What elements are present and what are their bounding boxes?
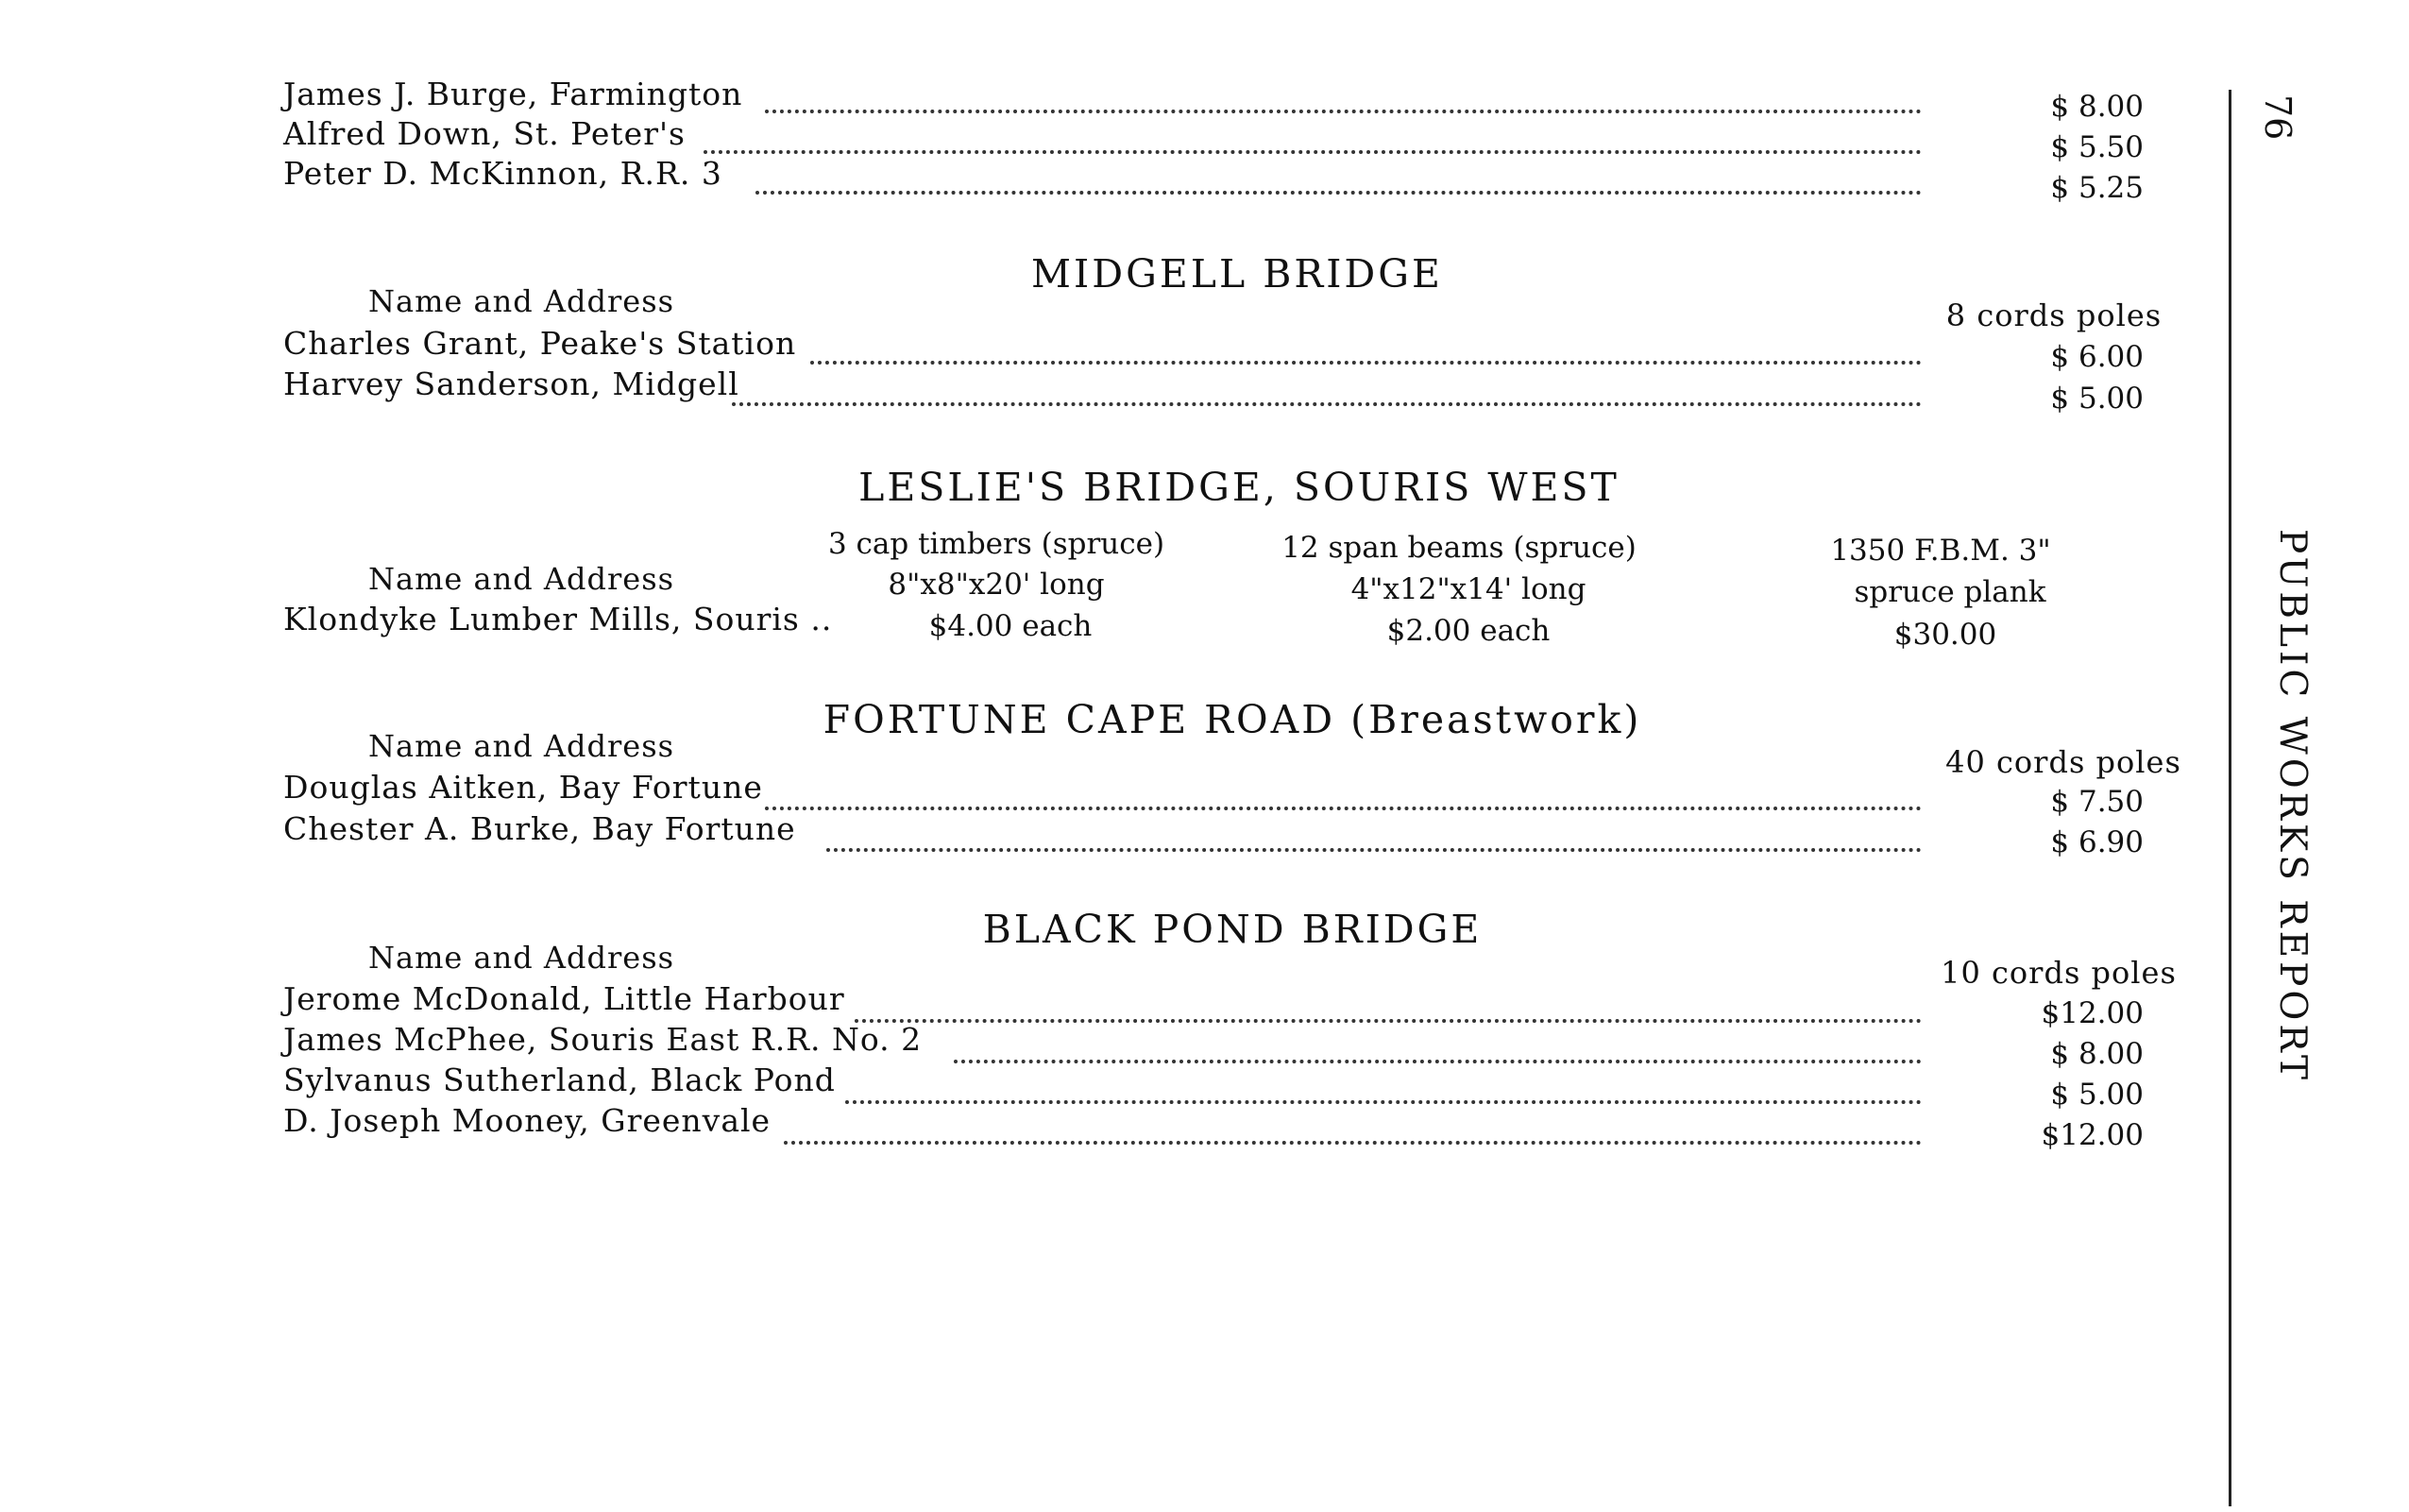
spec-price: $30.00 xyxy=(1893,618,1997,652)
unit-label: 10 cords poles xyxy=(1941,955,2177,991)
leader-dots xyxy=(765,106,1922,113)
section-heading: FORTUNE CAPE ROAD (Breastwork) xyxy=(823,697,1642,742)
entry-name: Chester A. Burke, Bay Fortune xyxy=(283,810,796,847)
unit-label: 40 cords poles xyxy=(1945,744,2181,780)
entry-amount: $ 5.25 xyxy=(2050,171,2144,205)
entry-name: Alfred Down, St. Peter's xyxy=(283,115,686,152)
spec-line: 12 span beams (spruce) xyxy=(1281,531,1637,565)
section-heading: MIDGELL BRIDGE xyxy=(1031,251,1443,297)
entry-name: Douglas Aitken, Bay Fortune xyxy=(283,769,763,806)
leader-dots xyxy=(855,1015,1922,1023)
margin-rule xyxy=(2229,90,2231,1506)
section-heading: LESLIE'S BRIDGE, SOURIS WEST xyxy=(858,465,1620,510)
leader-dots xyxy=(826,844,1922,852)
entry-name: Klondyke Lumber Mills, Souris .. xyxy=(283,601,833,637)
spec-line: 8"x8"x20' long xyxy=(888,568,1105,602)
entry-name: Charles Grant, Peake's Station xyxy=(283,325,797,362)
leader-dots xyxy=(784,1137,1922,1145)
entry-amount: $ 5.50 xyxy=(2050,130,2144,164)
entry-amount: $ 6.00 xyxy=(2050,340,2144,374)
spec-line: spruce plank xyxy=(1854,575,2046,609)
leader-dots xyxy=(704,146,1922,154)
entry-name: Sylvanus Sutherland, Black Pond xyxy=(283,1062,836,1098)
entry-amount: $ 8.00 xyxy=(2050,1037,2144,1071)
entry-name: James J. Burge, Farmington xyxy=(283,76,743,112)
entry-amount: $12.00 xyxy=(2041,996,2144,1030)
section-heading: BLACK POND BRIDGE xyxy=(982,907,1483,952)
entry-amount: $ 5.00 xyxy=(2050,1078,2144,1112)
entry-name: James McPhee, Souris East R.R. No. 2 xyxy=(283,1021,923,1058)
leader-dots xyxy=(954,1056,1922,1063)
entry-name: Peter D. McKinnon, R.R. 3 xyxy=(283,155,722,192)
page-number: 76 xyxy=(2257,94,2299,141)
leader-dots xyxy=(810,357,1922,365)
running-header: PUBLIC WORKS REPORT xyxy=(2271,529,2314,1084)
entry-name: Harvey Sanderson, Midgell xyxy=(283,365,739,402)
entry-amount: $ 6.90 xyxy=(2050,825,2144,859)
entry-amount: $ 8.00 xyxy=(2050,90,2144,124)
entry-name: Jerome McDonald, Little Harbour xyxy=(283,980,845,1017)
leader-dots xyxy=(755,187,1922,195)
column-header: Name and Address xyxy=(368,283,675,319)
leader-dots xyxy=(765,803,1922,810)
leader-dots xyxy=(732,399,1922,406)
column-header: Name and Address xyxy=(368,728,675,764)
spec-price: $4.00 each xyxy=(928,609,1093,643)
entry-amount: $12.00 xyxy=(2041,1118,2144,1152)
column-header: Name and Address xyxy=(368,561,675,597)
column-header: Name and Address xyxy=(368,940,675,976)
spec-price: $2.00 each xyxy=(1386,614,1551,648)
entry-name: D. Joseph Mooney, Greenvale xyxy=(283,1102,772,1139)
leader-dots xyxy=(845,1096,1922,1104)
spec-line: 1350 F.B.M. 3" xyxy=(1830,534,2051,568)
entry-amount: $ 7.50 xyxy=(2050,785,2144,819)
spec-line: 3 cap timbers (spruce) xyxy=(827,527,1165,561)
unit-label: 8 cords poles xyxy=(1945,297,2163,333)
spec-line: 4"x12"x14' long xyxy=(1350,572,1586,606)
entry-amount: $ 5.00 xyxy=(2050,382,2144,416)
